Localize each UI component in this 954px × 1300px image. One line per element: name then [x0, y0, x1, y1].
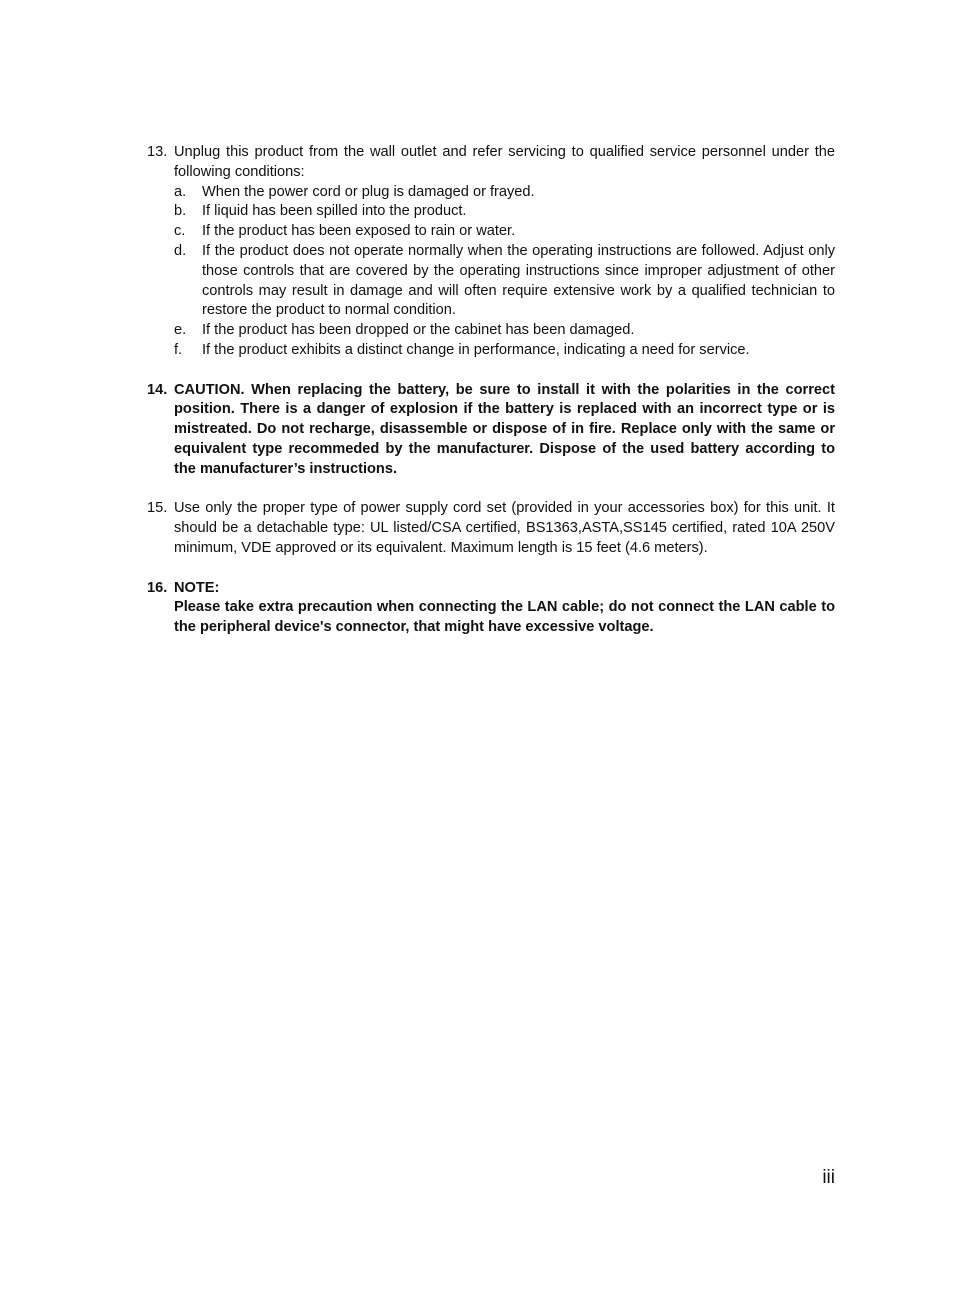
condition-letter: b.: [174, 203, 187, 220]
condition-item: [174, 222, 835, 242]
caution-text: CAUTION. When replacing the battery, be sure to install it with the polarities in the correct position. There is a danger of explosion if the battery is replaced with an incorrect type or is mistreated. Do not recharge, disassemble or dispose of in fire. Replace only with the same or equivalent type recommeded by the manufacturer. Dispose of the used battery according to the manufacturer’s instructions.: [174, 381, 835, 477]
condition-text: If liquid has been spilled into the product.: [202, 203, 467, 220]
condition-item: [174, 321, 835, 341]
condition-letter: e.: [174, 322, 187, 339]
item-number: 16.: [147, 579, 168, 596]
condition-letter: a.: [174, 183, 187, 200]
condition-text: If the product exhibits a distinct change in performance, indicating a need for service.: [202, 341, 750, 358]
condition-item: [174, 341, 835, 361]
note-text: Please take extra precaution when connecting the LAN cable; do not connect the LAN cable to the peripheral device's connector, that might have excessive voltage.: [174, 599, 835, 636]
item-number: 14.: [147, 381, 168, 398]
condition-text: When the power cord or plug is damaged or frayed.: [202, 183, 535, 200]
safety-instructions: [147, 143, 835, 638]
condition-item: [174, 202, 835, 222]
instruction-item-15: [147, 499, 835, 558]
condition-text: If the product has been exposed to rain or water.: [202, 223, 516, 240]
condition-letter: f.: [174, 341, 183, 358]
instruction-item-16: [147, 579, 835, 638]
item-number: 15.: [147, 500, 168, 517]
item-number: 13.: [147, 144, 168, 160]
condition-letter: d.: [174, 242, 187, 259]
condition-text: If the product does not operate normally when the operating instructions are followed. Adjust only those controls that are covered by the operating instructions since improper adjustment of other controls may result in damage and will often require extensive work by a qualified technician to restore the product to normal condition.: [202, 242, 835, 319]
condition-text: If the product has been dropped or the cabinet has been damaged.: [202, 322, 635, 339]
instruction-item-14: [147, 381, 835, 480]
item-text: Use only the proper type of power supply cord set (provided in your accessories box) for this unit. It should be a detachable type: UL listed/CSA certified, BS1363,ASTA,SS145 certified, rated 10A 250V minimum, VDE approved or its equivalent. Maximum length is 15 feet (4.6 meters).: [174, 500, 835, 556]
condition-list: [174, 183, 835, 361]
note-heading: NOTE:: [174, 579, 220, 596]
condition-item: [174, 183, 835, 203]
item-text: Unplug this product from the wall outlet and refer servicing to qualified service personnel under the following conditions:: [174, 144, 835, 180]
condition-item: [174, 242, 835, 321]
page-number: iii: [822, 1167, 835, 1188]
condition-letter: c.: [174, 223, 186, 240]
instruction-item-13: [147, 143, 835, 361]
